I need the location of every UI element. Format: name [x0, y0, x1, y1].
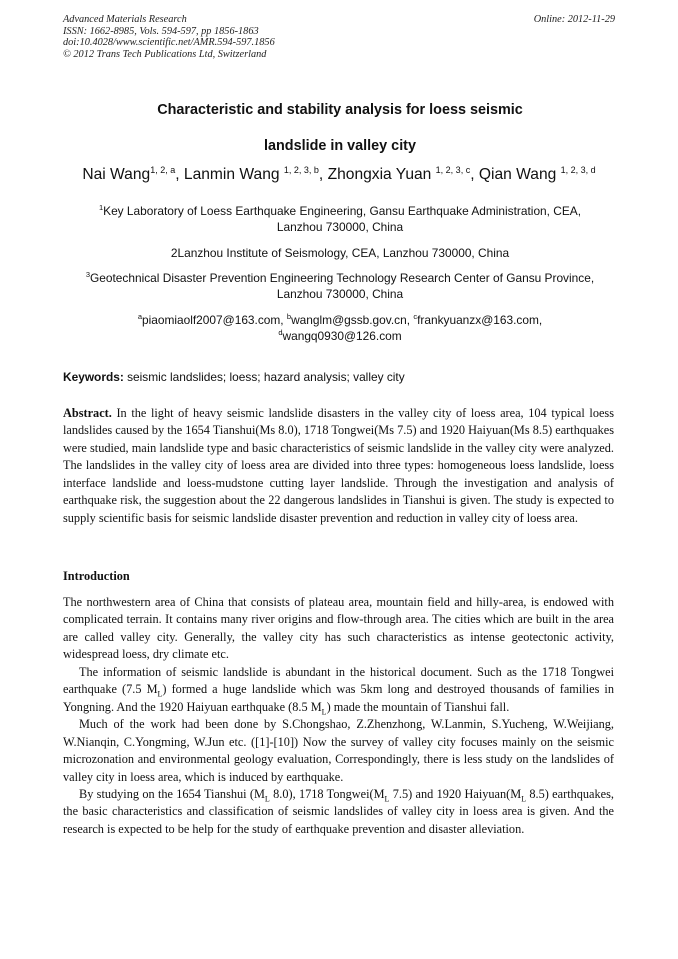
abstract-label: Abstract. [63, 406, 112, 420]
email-superscript: a [137, 312, 142, 322]
title-line-2: landslide in valley city [264, 138, 416, 154]
title-line-1: Characteristic and stability analysis for loess seismic [157, 102, 523, 118]
email-superscript: c [413, 312, 418, 322]
affiliation-superscript: 1 [98, 203, 104, 213]
paragraph: Much of the work had been done by S.Chongshao, Z.Zhenzhong, W.Lanmin, S.Yucheng, W.Weijiang, W.Nianqin, C.Yongming, W.Jun etc. ([1]-[10]) Now the survey of valley city focuses mainly on the seismic microzonation and environmental geology evaluation, Correspondingly, there is less study on the landslides of valley city in loess area, which is induced by earthquake. [63, 717, 614, 784]
affiliation-text: Lanzhou 730000, China [276, 220, 404, 234]
author-separator: , [318, 166, 328, 183]
affiliation-2: 2Lanzhou Institute of Seismology, CEA, Lanzhou 730000, China [170, 246, 510, 260]
doi-line: doi:10.4028/www.scientific.net/AMR.594-597.1856 [63, 37, 275, 49]
magnitude-subscript: L [264, 794, 270, 804]
magnitude-subscript: L [157, 689, 163, 699]
email-b: wanglm@gssb.gov.cn, [291, 313, 414, 327]
paragraph [63, 664, 614, 716]
paragraph-text: 8.0), 1718 Tongwei(M [269, 786, 385, 801]
author-superscript: 1, 2, 3, d [560, 164, 596, 175]
author-name: Lanmin Wang [183, 166, 284, 183]
journal-header [63, 14, 483, 60]
paper-title [70, 92, 610, 164]
abstract-text: In the light of heavy seismic landslide disasters in the valley city of loess area, 104 typical loess landslides caused by the 1654 Tianshui(Ms 8.0), 1718 Tongwei(Ms 7.5) and 1920 Haiyuan(Ms 8.5) earthquakes were studied, main landslide type and basic characteristics of seismic landslide in the valley city were analyzed. The landslides in the valley city of loess area are divided into three types: homogeneous loess landslide, loess interface landslide and loess-mudstone cutting layer landslide. Through the investigation and analysis of earthquake risk, the suggestion about the 22 dangerous landslides in Tianshui is given. The study is expected to supply scientific basis for seismic landslide disaster prevention and reduction in valley city of loess area. [63, 406, 614, 525]
magnitude-subscript: L [521, 794, 527, 804]
author-separator: , [175, 166, 184, 183]
author-superscript: 1, 2, a [150, 164, 176, 175]
paragraph-text: ) made the mountain of Tianshui fall. [326, 699, 510, 714]
email-list [60, 312, 620, 344]
abstract [63, 405, 614, 527]
journal-name: Advanced Materials Research [63, 14, 187, 25]
magnitude-subscript: L [384, 794, 390, 804]
paragraph-text: By studying on the 1654 Tianshui (M [79, 786, 265, 801]
online-date: Online: 2012-11-29 [533, 14, 615, 25]
author-list [40, 166, 638, 184]
affiliation-3 [60, 270, 620, 302]
introduction-body [63, 594, 614, 838]
email-superscript: d [278, 328, 283, 338]
affiliation-1 [60, 203, 620, 235]
author-name: Zhongxia Yuan [327, 166, 436, 183]
paragraph-text: 8.5) earthquakes, the basic characteristics and classification of seismic landslides of valley city in loess area is given. And the research is expected to be help for the study of earthquake prevention and disaster alleviation. [63, 786, 614, 836]
affiliation-text: Lanzhou 730000, China [276, 287, 404, 301]
email-superscript: b [286, 312, 292, 322]
paragraph [63, 786, 614, 838]
issn-line: ISSN: 1662-8985, Vols. 594-597, pp 1856-1863 [63, 25, 259, 37]
affiliation-superscript: 3 [85, 270, 91, 280]
keywords-label: Keywords: [63, 370, 124, 384]
keywords-text: seismic landslides; loess; hazard analysis; valley city [123, 370, 405, 384]
author-separator: , [470, 166, 479, 183]
paragraph: The northwestern area of China that consists of plateau area, mountain field and hilly-area, is endowed with complicated terrain. It contains many river origins and flow-through area. The cities which are built in the area are called valley city. Generally, the valley city has such characteristics as intense geotectonic activity, widespread loess, dry climate etc. [63, 595, 614, 662]
copyright-line: © 2012 Trans Tech Publications Ltd, Switzerland [63, 48, 267, 60]
paragraph-text: 7.5) and 1920 Haiyuan(M [389, 786, 522, 801]
affiliation-text: Key Laboratory of Loess Earthquake Engineering, Gansu Earthquake Administration, CEA, [103, 204, 582, 218]
email-a: piaomiaolf2007@163.com, [141, 313, 287, 327]
paragraph-text: The information of seismic landslide is abundant in the historical document. Such as the 1718 Tongwei earthquake (7.5 M [63, 664, 614, 697]
author-superscript: 1, 2, 3, b [283, 164, 319, 175]
author-name: Qian Wang [478, 166, 561, 183]
keywords [63, 369, 618, 385]
affiliation-text: Geotechnical Disaster Prevention Engineering Technology Research Center of Gansu Province, [90, 271, 595, 285]
author-name: Nai Wang [82, 166, 151, 183]
section-heading: Introduction [63, 569, 130, 583]
author-superscript: 1, 2, 3, c [435, 164, 471, 175]
email-d: wangq0930@126.com [282, 329, 402, 343]
magnitude-subscript: L [321, 707, 327, 717]
email-c: frankyuanzx@163.com, [417, 313, 543, 327]
paragraph-text: ) formed a huge landslide which was 5km long and destroyed thousands of families in Yongning. And the 1920 Haiyuan earthquake (8.5 M [63, 682, 614, 714]
